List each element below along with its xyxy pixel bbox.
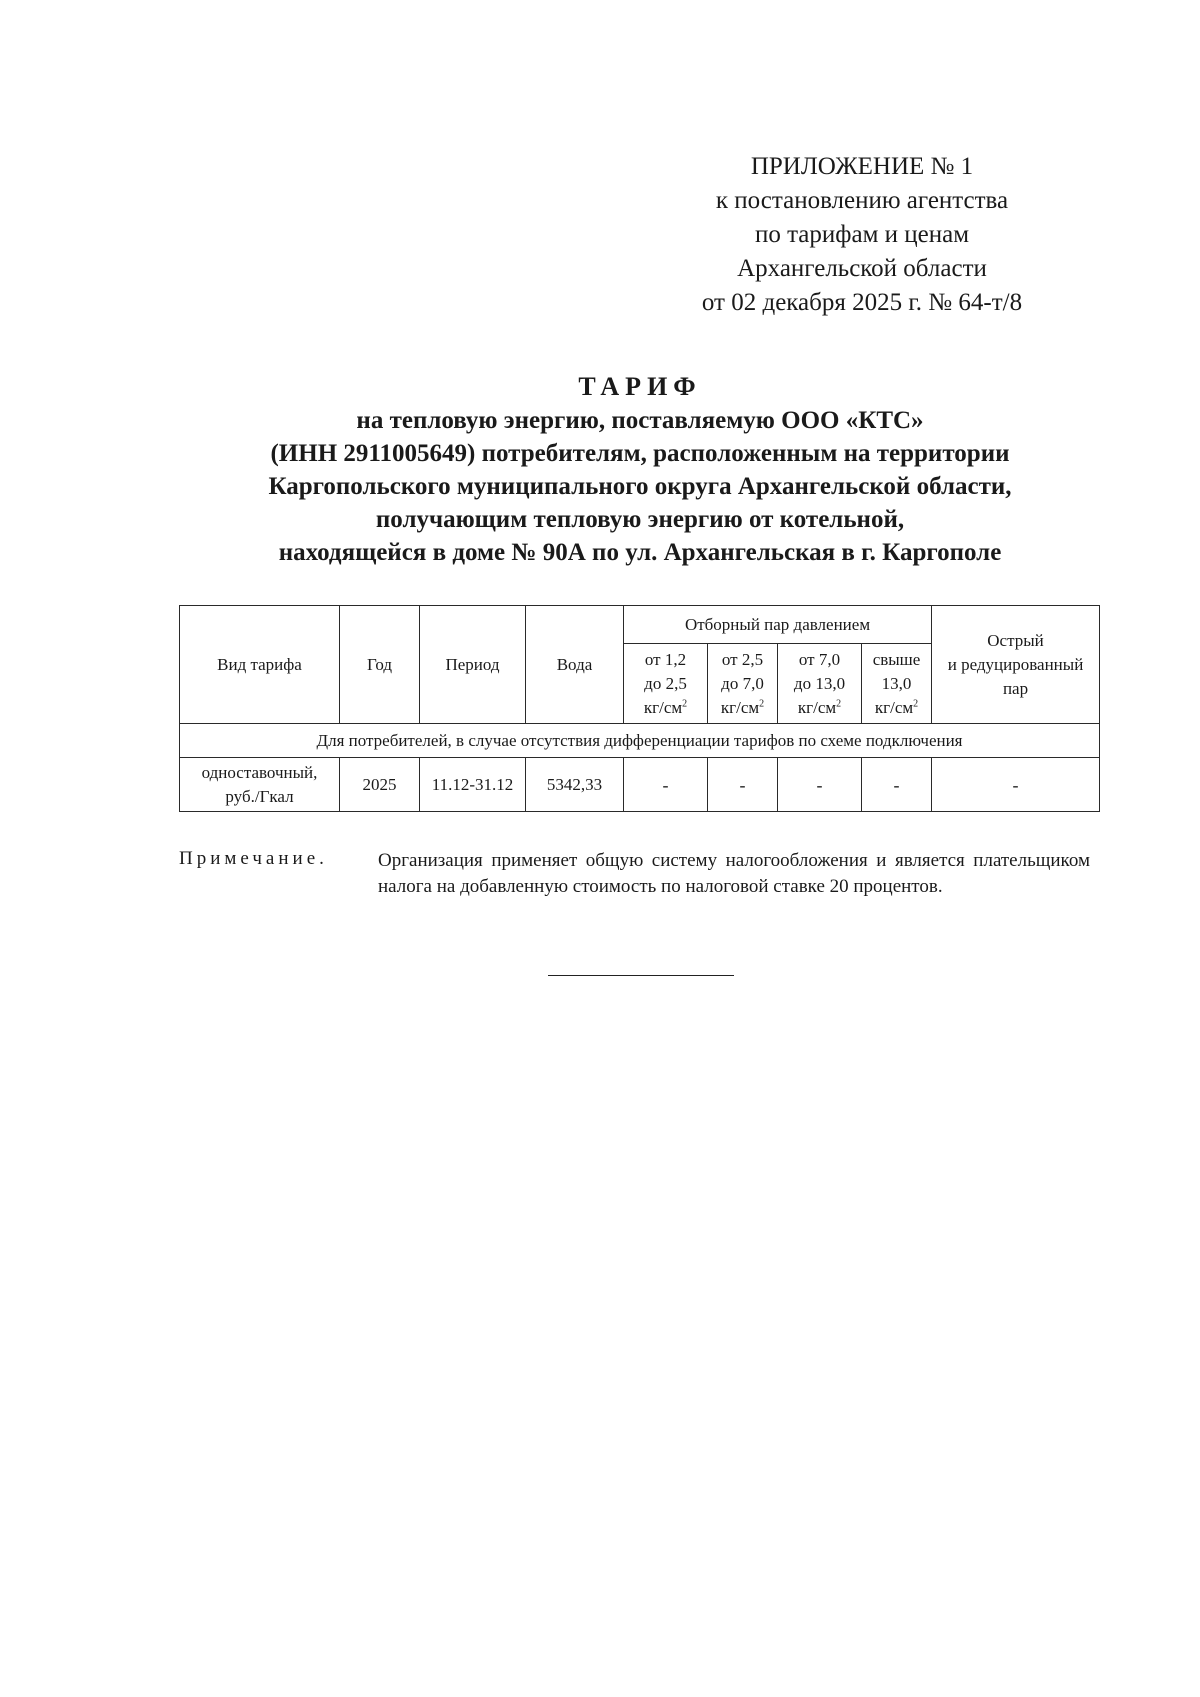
document-title — [160, 370, 1120, 569]
appendix-header — [672, 150, 1052, 320]
header-sharp-steam-line: Острый — [987, 630, 1044, 650]
appendix-date: от 02 декабря 2025 г. № 64-т/8 — [701, 289, 1023, 316]
header-sharp-steam — [932, 606, 1100, 724]
pressure-to: до 13,0 — [793, 673, 846, 693]
header-steam-group: Отборный пар давлением — [624, 606, 932, 644]
header-sharp-steam-line: пар — [1002, 678, 1029, 698]
appendix-line: Архангельской области — [737, 255, 987, 282]
pressure-from: от 7,0 — [798, 649, 841, 669]
pressure-unit: $кг/см^2$ — [797, 697, 842, 717]
title-line: на тепловую энергию, поставляемую ООО «КТС» — [356, 407, 924, 434]
tariff-table — [179, 605, 1100, 812]
header-sharp-steam-line: и редуцированный — [947, 654, 1084, 674]
cell-year: 2025 — [340, 758, 420, 812]
cell-period: 11.12-31.12 — [420, 758, 526, 812]
note-text: Организация применяет общую систему налогообложения и является плательщиком налога на добавленную стоимость по налоговой ставке 20 процентов. — [378, 850, 1090, 897]
section-row — [180, 724, 1100, 758]
pressure-to: до 7,0 — [721, 673, 764, 693]
title-line: получающим тепловую энергию от котельной, — [375, 506, 905, 533]
cell-pressure-2: - — [708, 758, 778, 812]
pressure-from: от 2,5 — [721, 649, 764, 669]
pressure-to: до 2,5 — [644, 673, 687, 693]
cell-water: 5342,33 — [526, 758, 624, 812]
pressure-to: 13,0 — [881, 673, 912, 693]
section-label: Для потребителей, в случае отсутствия дифференциации тарифов по схеме подключения — [180, 724, 1100, 758]
cell-pressure-4: - — [862, 758, 932, 812]
pressure-unit: $кг/см^2$ — [874, 697, 919, 717]
title-line: (ИНН 2911005649) потребителям, расположенным на территории — [270, 440, 1010, 467]
appendix-line: по тарифам и ценам — [754, 221, 970, 248]
pressure-unit: $кг/см^2$ — [643, 697, 688, 717]
header-tariff-type: Вид тарифа — [180, 606, 340, 724]
title-line: Каргопольского муниципального округа Архангельской области, — [268, 473, 1012, 500]
header-year: Год — [340, 606, 420, 724]
pressure-unit: $кг/см^2$ — [720, 697, 765, 717]
pressure-from: свыше — [872, 649, 921, 669]
header-row-1 — [180, 606, 1100, 644]
header-period: Период — [420, 606, 526, 724]
cell-tariff-type: одноставочный, руб./Гкал — [180, 758, 340, 812]
appendix-number: ПРИЛОЖЕНИЕ № 1 — [750, 153, 974, 180]
note-label: Примечание. — [179, 848, 328, 869]
cell-pressure-3: - — [778, 758, 862, 812]
pressure-from: от 1,2 — [644, 649, 687, 669]
title-line: находящейся в доме № 90А по ул. Архангельская в г. Каргополе — [278, 539, 1002, 566]
table-row — [180, 758, 1100, 812]
closing-divider — [548, 975, 734, 976]
header-pressure-2 — [708, 644, 778, 724]
cell-sharp-steam: - — [932, 758, 1100, 812]
cell-pressure-1: - — [624, 758, 708, 812]
title-word: ТАРИФ — [578, 372, 702, 401]
header-pressure-1 — [624, 644, 708, 724]
header-water: Вода — [526, 606, 624, 724]
header-pressure-3 — [778, 644, 862, 724]
header-pressure-4 — [862, 644, 932, 724]
appendix-line: к постановлению агентства — [715, 187, 1009, 214]
